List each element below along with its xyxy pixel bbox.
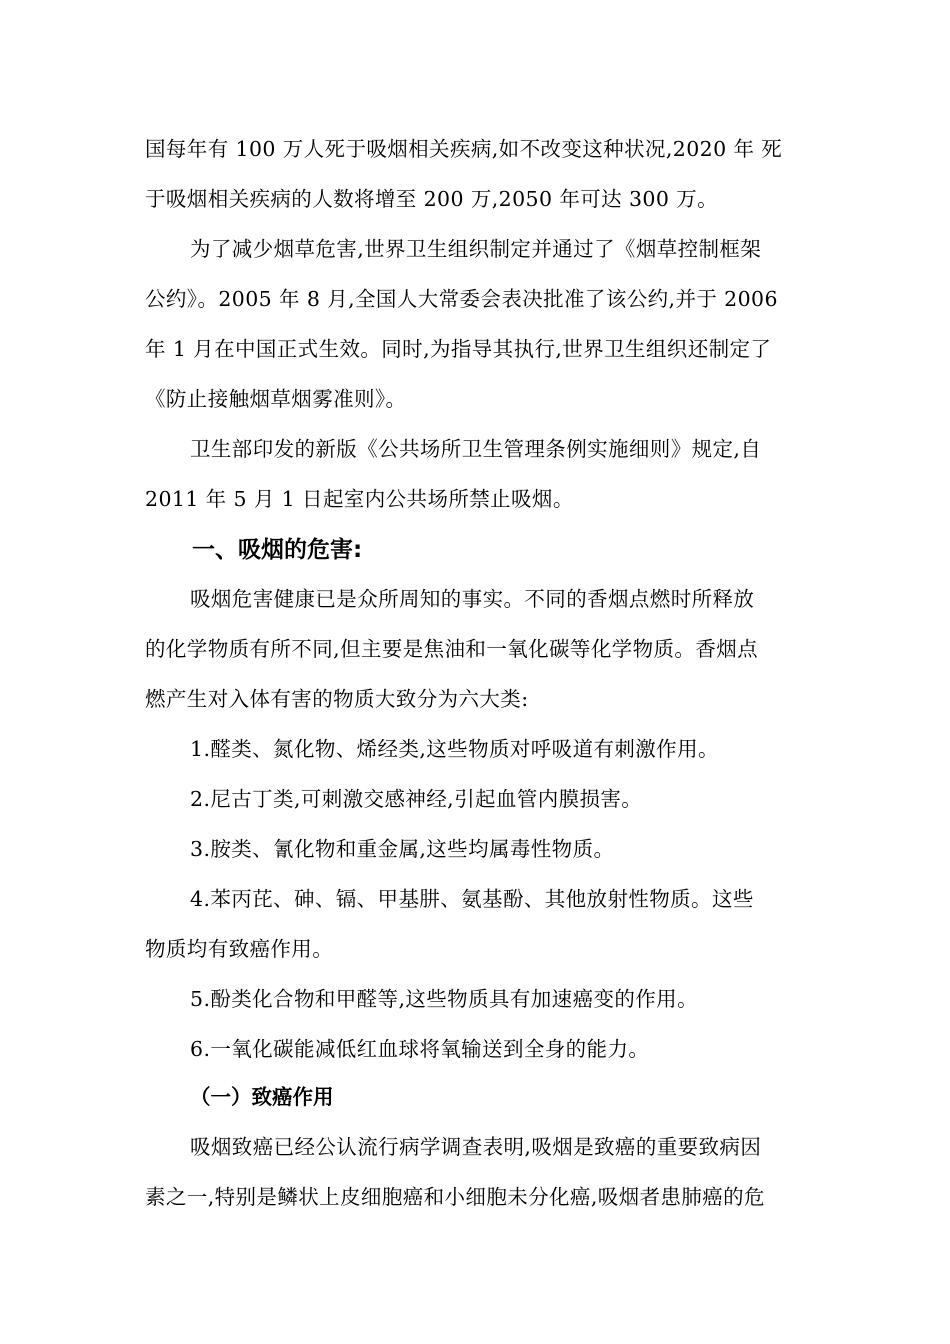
list-item: 6.一氧化碳能减低红血球将氧输送到全身的能力。	[190, 1037, 650, 1061]
list-item: 1.醛类、氮化物、烯经类,这些物质对呼吸道有刺激作用。	[190, 737, 719, 761]
paragraph-text-line: 为了减少烟草危害,世界卫生组织制定并通过了《烟草控制框架	[190, 237, 762, 261]
paragraph-text-line: 公约》。2005 年 8 月,全国人大常委会表决批准了该公约,并于 2006	[145, 287, 778, 311]
paragraph-text-line: 《防止接触烟草烟雾准则》。	[145, 387, 407, 411]
subsection-heading: （一）致癌作用	[190, 1085, 334, 1109]
list-item: 3.胺类、氰化物和重金属,这些均属毒性物质。	[190, 837, 615, 861]
paragraph-text-line: 吸烟危害健康已是众所周知的事实。不同的香烟点燃时所释放	[190, 587, 755, 611]
paragraph-text-line: 的化学物质有所不同,但主要是焦油和一氧化碳等化学物质。香烟点	[145, 637, 759, 661]
paragraph-text-line: 素之一,特别是鳞状上皮细胞癌和小细胞未分化癌,吸烟者患肺癌的危	[145, 1185, 765, 1209]
paragraph-text-line: 燃产生对入体有害的物质大致分为六大类:	[145, 687, 529, 711]
list-item: 4.苯丙芘、砷、镉、甲基肼、氨基酚、其他放射性物质。这些	[190, 887, 754, 911]
list-item: 2.尼古丁类,可刺激交感神经,引起血管内膜损害。	[190, 787, 643, 811]
paragraph-text-line: 卫生部印发的新版《公共场所卫生管理条例实施细则》规定,自	[190, 437, 762, 461]
paragraph-text-line: 2011 年 5 月 1 日起室内公共场所禁止吸烟。	[145, 487, 574, 511]
list-item-continuation: 物质均有致癌作用。	[145, 937, 334, 961]
section-heading: 一、吸烟的危害:	[192, 537, 363, 563]
list-item: 5.酚类化合物和甲醛等,这些物质具有加速癌变的作用。	[190, 987, 698, 1011]
paragraph-text-line: 年 1 月在中国正式生效。同时,为指导其执行,世界卫生组织还制定了	[145, 337, 772, 361]
paragraph-text-line: 于吸烟相关疾病的人数将增至 200 万,2050 年可达 300 万。	[145, 187, 719, 211]
paragraph-text-line: 吸烟致癌已经公认流行病学调查表明,吸烟是致癌的重要致病因	[190, 1135, 762, 1159]
paragraph-text-line: 国每年有 100 万人死于吸烟相关疾病,如不改变这种状况,2020 年 死	[145, 137, 783, 161]
